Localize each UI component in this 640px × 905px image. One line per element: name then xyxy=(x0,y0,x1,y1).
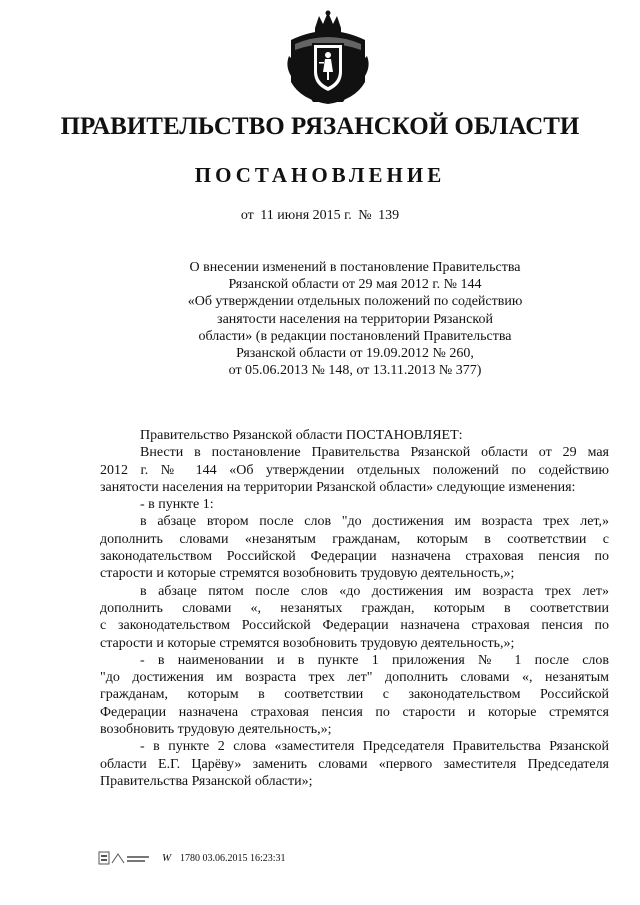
body-line: в абзаце втором после слов "до достижения им возраста трех лет,» xyxy=(140,514,609,530)
body-line: законодательством Российской Федерации назначена страховая пенсия по xyxy=(100,549,609,565)
subject-line: области» (в редакции постановлений Правительства xyxy=(198,328,512,344)
subject-line: Рязанской области от 19.09.2012 № 260, xyxy=(236,346,474,362)
document-body xyxy=(100,427,609,790)
date-prefix: от xyxy=(240,208,254,223)
body-line: 2012 г. № 144 «Об утверждении отдельных положений по содействию xyxy=(100,462,609,478)
document-date: 11 июня 2015 г. xyxy=(260,208,352,223)
body-line: старости и которые стремятся возобновить трудовую деятельность,»; xyxy=(100,566,515,582)
subject-line: от 05.06.2013 № 148, от 13.11.2013 № 377) xyxy=(228,363,482,379)
body-line: дополнить словами «незанятым гражданам, которым в соответствии с xyxy=(100,531,609,547)
body-line: с законодательством Российской Федерации назначена страховая пенсия по xyxy=(100,618,609,634)
body-line: Федерации назначена страховая пенсия по старости и которые стремятся xyxy=(100,704,609,720)
body-line: Правительства Рязанской области»; xyxy=(100,773,313,789)
number-sign: № xyxy=(358,208,372,223)
coat-of-arms-icon xyxy=(285,10,371,106)
body-line: дополнить словами «, незанятых граждан, которым в соответствии xyxy=(100,600,609,616)
body-line: возобновить трудовую деятельность,»; xyxy=(100,722,332,738)
body-line: гражданам, которым в соответствии с законодательством Российской xyxy=(100,687,609,703)
organization-title: ПРАВИТЕЛЬСТВО РЯЗАНСКОЙ ОБЛАСТИ xyxy=(60,113,580,140)
subject-line: занятости населения на территории Рязанской xyxy=(217,311,493,327)
footer-mark: W xyxy=(162,852,172,864)
body-line: - в пункте 1: xyxy=(140,497,214,513)
body-line: старости и которые стремятся возобновить трудовую деятельность,»; xyxy=(100,635,515,651)
body-line: в абзаце пятом после слов «до достижения им возраста трех лет» xyxy=(140,583,609,599)
body-line: "до достижения им возраста трех лет" дополнить словами «, незанятым xyxy=(100,670,609,686)
body-line: - в пункте 2 слова «заместителя Председателя Правительства Рязанской xyxy=(140,739,609,755)
subject-line: Рязанской области от 29 мая 2012 г. № 144 xyxy=(228,277,482,293)
subject-line: «Об утверждении отдельных положений по содействию xyxy=(187,294,523,310)
subject-line: О внесении изменений в постановление Правительства xyxy=(189,260,521,275)
document-number: 139 xyxy=(378,208,400,223)
registration-stamp-icon xyxy=(98,849,152,867)
body-line: области Е.Г. Царёву» заменить словами «первого заместителя Председателя xyxy=(100,756,609,772)
body-line: Правительство Рязанской области ПОСТАНОВЛЯЕТ: xyxy=(140,428,463,443)
body-line: занятости населения на территории Рязанской области» следующие изменения: xyxy=(100,479,576,495)
body-line: - в наименовании и в пункте 1 приложения № 1 после слов xyxy=(140,652,609,668)
registration-info: 1780 03.06.2015 16:23:31 xyxy=(180,853,286,864)
document-type: ПОСТАНОВЛЕНИЕ xyxy=(194,163,446,187)
document-date-line xyxy=(0,208,640,224)
document-subject xyxy=(150,259,560,379)
body-line: Внести в постановление Правительства Рязанской области от 29 мая xyxy=(140,445,609,461)
